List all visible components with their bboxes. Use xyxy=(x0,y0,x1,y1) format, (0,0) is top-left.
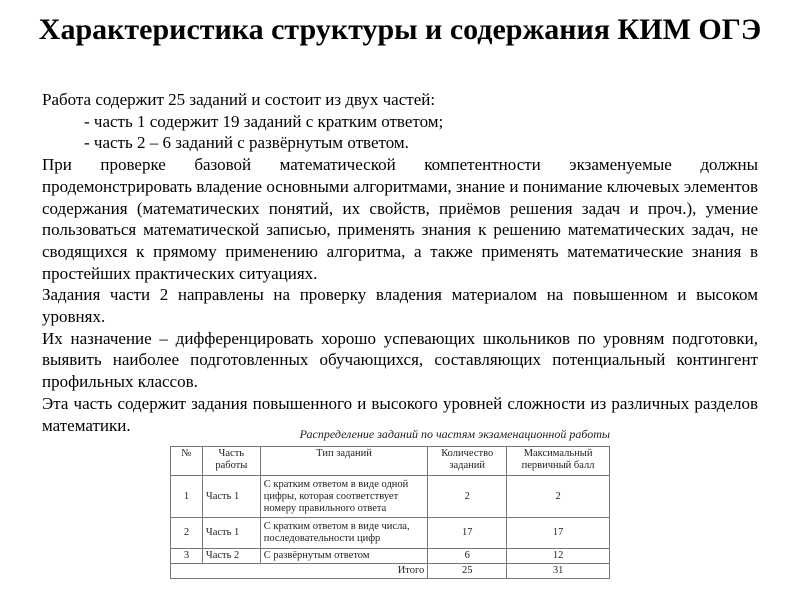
header-cell: Часть работы xyxy=(202,447,260,476)
cell: 2 xyxy=(428,476,507,518)
total-score: 31 xyxy=(507,564,610,579)
table-row xyxy=(171,549,610,564)
table-row xyxy=(171,518,610,549)
cell: Часть 1 xyxy=(202,518,260,549)
cell: Часть 2 xyxy=(202,549,260,564)
header-cell: № xyxy=(171,447,203,476)
table-caption: Распределение заданий по частям экзаменационной работы xyxy=(299,427,610,441)
table-header-row xyxy=(171,447,610,476)
list-item: - часть 1 содержит 19 заданий с кратким ответом; xyxy=(84,111,444,131)
cell: 1 xyxy=(171,476,203,518)
slide-title: Характеристика структуры и содержания КИМ ОГЭ xyxy=(38,13,762,46)
cell: Часть 1 xyxy=(202,476,260,518)
total-label: Итого xyxy=(171,564,428,579)
cell: 17 xyxy=(507,518,610,549)
paragraph: Их назначение – дифференцировать хорошо успевающих школьников по уровням подготовки, выявить наиболее подготовленных обучающихся, составляющих потенциальный контингент профильных классов. xyxy=(42,328,758,392)
paragraph: Эта часть содержит задания повышенного и высокого уровней сложности из различных разделов математики. xyxy=(42,393,758,435)
cell: С кратким ответом в виде числа, последовательности цифр xyxy=(260,518,428,549)
slide-body xyxy=(42,89,758,436)
cell: 6 xyxy=(428,549,507,564)
paragraph: Работа содержит 25 заданий и состоит из двух частей: xyxy=(42,90,436,109)
paragraph: При проверке базовой математической компетентности экзаменуемые должны продемонстрировать владение основными алгоритмами, знание и понимание ключевых элементов содержания (математических понятий, их свойств, приёмов решения задач и проч.), умение пользоваться математической записью, применять знания к решению математических задач, не сводящихся к прямому применению алгоритма, а также применять математические знания в простейших практических ситуациях. xyxy=(42,155,758,283)
header-cell: Максимальный первичный балл xyxy=(507,447,610,476)
paragraph: Задания части 2 направлены на проверку владения материалом на повышенном и высоком уровнях. xyxy=(42,285,758,327)
total-count: 25 xyxy=(428,564,507,579)
table-total-row xyxy=(171,564,610,579)
cell: С развёрнутым ответом xyxy=(260,549,428,564)
cell: 2 xyxy=(507,476,610,518)
distribution-table xyxy=(170,446,610,579)
cell: С кратким ответом в виде одной цифры, которая соответствует номеру правильного ответа xyxy=(260,476,428,518)
cell: 3 xyxy=(171,549,203,564)
cell: 12 xyxy=(507,549,610,564)
header-cell: Количество заданий xyxy=(428,447,507,476)
list-item: - часть 2 – 6 заданий с развёрнутым ответом. xyxy=(84,133,409,153)
table-row xyxy=(171,476,610,518)
cell: 17 xyxy=(428,518,507,549)
header-cell: Тип заданий xyxy=(260,447,428,476)
cell: 2 xyxy=(171,518,203,549)
